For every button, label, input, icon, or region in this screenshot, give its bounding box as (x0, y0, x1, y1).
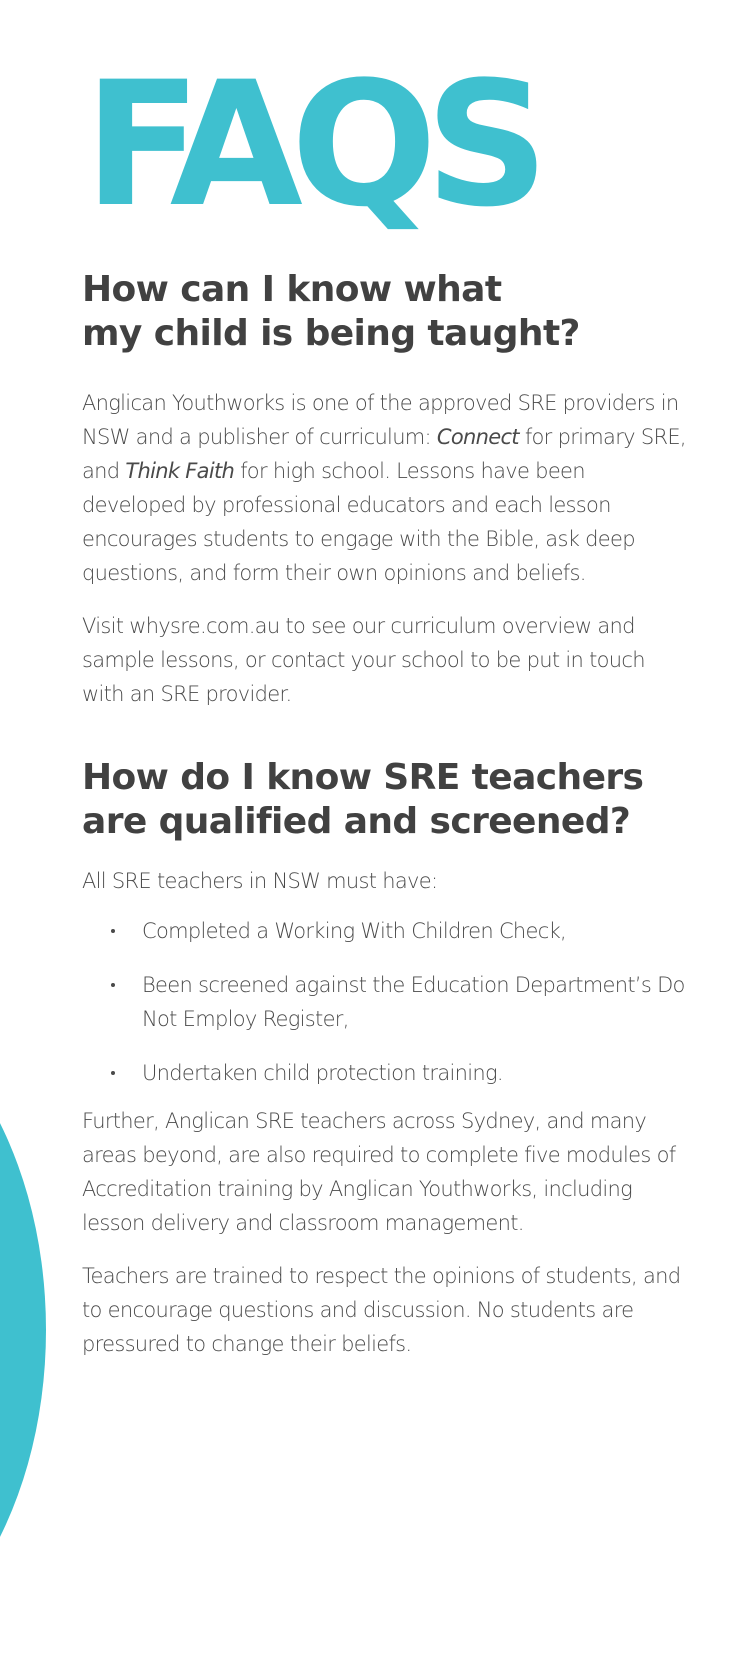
answer-intro: All SRE teachers in NSW must have: (82, 869, 438, 893)
decorative-side-arc (0, 980, 46, 1680)
page-title: FAQS (84, 44, 537, 245)
question-heading (82, 268, 692, 356)
list-item-text: Been screened against the Education Department’s Do Not Employ Register, (142, 973, 685, 1031)
question-heading-line: How can I know what (82, 269, 502, 310)
question-heading-line: my child is being taught? (82, 313, 580, 354)
curriculum-name-connect: Connect (436, 425, 519, 449)
question-heading (82, 756, 692, 844)
question-heading-line: How do I know SRE teachers (82, 757, 644, 798)
bullet-icon (111, 983, 115, 987)
question-heading-line: are qualified and screened? (82, 801, 631, 842)
answer-paragraph (82, 386, 692, 590)
requirements-list (82, 914, 692, 1090)
list-item-text: Undertaken child protection training. (142, 1061, 503, 1085)
answer-text: for primary SRE, and (82, 425, 686, 483)
answer-paragraph: Further, Anglican SRE teachers across Sydney, and many areas beyond, are also required to complete five modules of Accreditation training by Anglican Youthworks, including lesson delivery and classroom management. (82, 1109, 676, 1235)
bullet-icon (111, 1071, 115, 1075)
list-item (111, 1056, 692, 1090)
answer-paragraph: Visit whysre.com.au to see our curriculum overview and sample lessons, or contact your school to be put in touch with an SRE provider. (82, 614, 645, 706)
answer-text: Anglican Youthworks is one of the approved SRE providers in NSW and a publisher of curriculum: (82, 391, 679, 449)
curriculum-name-think-faith: Think Faith (125, 459, 235, 483)
list-item-text: Completed a Working With Children Check, (142, 919, 567, 943)
answer-paragraph: Teachers are trained to respect the opinions of students, and to encourage questions and discussion. No students are pressured to change their beliefs. (82, 1264, 681, 1356)
faq-section-curriculum (82, 268, 692, 711)
bullet-icon (111, 929, 115, 933)
faq-section-teachers (82, 756, 692, 1361)
answer-text: for high school. Lessons have been developed by professional educators and each lesson encourages students to engage with the Bible, ask deep questions, and form their own opinions and beliefs. (82, 459, 635, 585)
list-item (111, 968, 692, 1036)
faq-content (82, 268, 692, 1361)
list-item (111, 914, 692, 948)
